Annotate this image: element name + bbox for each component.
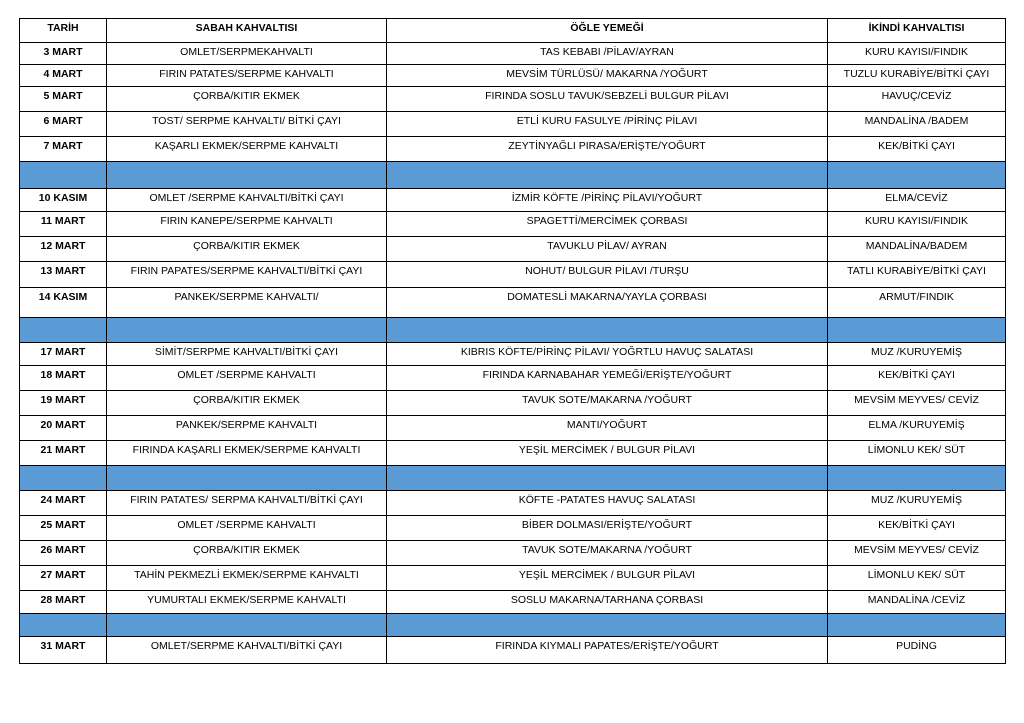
separator-cell [20,162,107,189]
snack-cell: ELMA/CEVİZ [828,189,1006,212]
table-row [20,416,1006,441]
separator-cell [107,466,387,491]
separator-cell [20,614,107,637]
breakfast-cell: FIRIN PAPATES/SERPME KAHVALTI/BİTKİ ÇAYI [107,262,387,288]
date-cell: 20 MART [20,416,107,441]
snack-cell: TATLI KURABİYE/BİTKİ ÇAYI [828,262,1006,288]
lunch-cell: MEVSİM TÜRLÜSÜ/ MAKARNA /YOĞURT [387,65,828,87]
date-cell: 6 MART [20,112,107,137]
breakfast-cell: ÇORBA/KITIR EKMEK [107,237,387,262]
lunch-cell: NOHUT/ BULGUR PİLAVI /TURŞU [387,262,828,288]
menu-body [20,43,1006,664]
lunch-cell: BİBER DOLMASI/ERİŞTE/YOĞURT [387,516,828,541]
table-row [20,65,1006,87]
breakfast-cell: SİMİT/SERPME KAHVALTI/BİTKİ ÇAYI [107,343,387,366]
snack-cell: TUZLU KURABİYE/BİTKİ ÇAYI [828,65,1006,87]
breakfast-cell: FIRIN PATATES/SERPME KAHVALTI [107,65,387,87]
separator-cell [387,318,828,343]
table-row [20,237,1006,262]
date-cell: 7 MART [20,137,107,162]
header-lunch: ÖĞLE YEMEĞİ [387,19,828,43]
separator-cell [828,162,1006,189]
menu-table [19,18,1006,664]
snack-cell: MANDALİNA /BADEM [828,112,1006,137]
lunch-cell: MANTI/YOĞURT [387,416,828,441]
breakfast-cell: OMLET/SERPME KAHVALTI/BİTKİ ÇAYI [107,637,387,664]
header-row [20,19,1006,43]
snack-cell: MANDALİNA/BADEM [828,237,1006,262]
separator-cell [20,318,107,343]
table-row [20,637,1006,664]
date-cell: 18 MART [20,366,107,391]
table-row [20,212,1006,237]
lunch-cell: SOSLU MAKARNA/TARHANA ÇORBASI [387,591,828,614]
snack-cell: ARMUT/FINDIK [828,288,1006,318]
date-cell: 24 MART [20,491,107,516]
snack-cell: KEK/BİTKİ ÇAYI [828,137,1006,162]
lunch-cell: TAVUK SOTE/MAKARNA /YOĞURT [387,391,828,416]
lunch-cell: DOMATESLİ MAKARNA/YAYLA ÇORBASI [387,288,828,318]
breakfast-cell: KAŞARLI EKMEK/SERPME KAHVALTI [107,137,387,162]
separator-cell [107,318,387,343]
snack-cell: KURU KAYISI/FINDIK [828,43,1006,65]
breakfast-cell: ÇORBA/KITIR EKMEK [107,541,387,566]
separator-cell [828,614,1006,637]
separator-cell [387,614,828,637]
snack-cell: MUZ /KURUYEMİŞ [828,343,1006,366]
lunch-cell: KIBRIS KÖFTE/PİRİNÇ PİLAVI/ YOĞRTLU HAVUÇ SALATASI [387,343,828,366]
lunch-cell: ETLİ KURU FASULYE /PİRİNÇ PİLAVI [387,112,828,137]
breakfast-cell: OMLET /SERPME KAHVALTI [107,516,387,541]
breakfast-cell: ÇORBA/KITIR EKMEK [107,87,387,112]
snack-cell: KURU KAYISI/FINDIK [828,212,1006,237]
breakfast-cell: PANKEK/SERPME KAHVALTI [107,416,387,441]
lunch-cell: FIRINDA KIYMALI PAPATES/ERİŞTE/YOĞURT [387,637,828,664]
week-separator-row [20,466,1006,491]
snack-cell: KEK/BİTKİ ÇAYI [828,516,1006,541]
date-cell: 11 MART [20,212,107,237]
separator-cell [828,318,1006,343]
lunch-cell: TAS KEBABI /PİLAV/AYRAN [387,43,828,65]
breakfast-cell: FIRIN KANEPE/SERPME KAHVALTI [107,212,387,237]
breakfast-cell: ÇORBA/KITIR EKMEK [107,391,387,416]
date-cell: 28 MART [20,591,107,614]
snack-cell: PUDİNG [828,637,1006,664]
date-cell: 10 KASIM [20,189,107,212]
breakfast-cell: OMLET/SERPMEKAHVALTI [107,43,387,65]
date-cell: 17 MART [20,343,107,366]
snack-cell: KEK/BİTKİ ÇAYI [828,366,1006,391]
table-row [20,366,1006,391]
date-cell: 12 MART [20,237,107,262]
breakfast-cell: FIRINDA KAŞARLI EKMEK/SERPME KAHVALTI [107,441,387,466]
date-cell: 21 MART [20,441,107,466]
table-row [20,87,1006,112]
table-row [20,591,1006,614]
snack-cell: MUZ /KURUYEMİŞ [828,491,1006,516]
table-row [20,516,1006,541]
table-row [20,391,1006,416]
lunch-cell: TAVUKLU PİLAV/ AYRAN [387,237,828,262]
breakfast-cell: TAHİN PEKMEZLİ EKMEK/SERPME KAHVALTI [107,566,387,591]
breakfast-cell: OMLET /SERPME KAHVALTI [107,366,387,391]
breakfast-cell: PANKEK/SERPME KAHVALTI/ [107,288,387,318]
header-breakfast: SABAH KAHVALTISI [107,19,387,43]
snack-cell: MEVSİM MEYVES/ CEVİZ [828,391,1006,416]
snack-cell: MEVSİM MEYVES/ CEVİZ [828,541,1006,566]
separator-cell [107,614,387,637]
snack-cell: HAVUÇ/CEVİZ [828,87,1006,112]
lunch-cell: KÖFTE -PATATES HAVUÇ SALATASI [387,491,828,516]
lunch-cell: SPAGETTİ/MERCİMEK ÇORBASI [387,212,828,237]
table-row [20,137,1006,162]
snack-cell: LİMONLU KEK/ SÜT [828,441,1006,466]
separator-cell [20,466,107,491]
lunch-cell: TAVUK SOTE/MAKARNA /YOĞURT [387,541,828,566]
week-separator-row [20,318,1006,343]
date-cell: 13 MART [20,262,107,288]
table-row [20,43,1006,65]
separator-cell [387,466,828,491]
lunch-cell: İZMİR KÖFTE /PİRİNÇ PİLAVI/YOĞURT [387,189,828,212]
lunch-cell: FIRINDA SOSLU TAVUK/SEBZELİ BULGUR PİLAVI [387,87,828,112]
breakfast-cell: TOST/ SERPME KAHVALTI/ BİTKİ ÇAYI [107,112,387,137]
table-row [20,491,1006,516]
date-cell: 14 KASIM [20,288,107,318]
snack-cell: ELMA /KURUYEMİŞ [828,416,1006,441]
date-cell: 26 MART [20,541,107,566]
date-cell: 19 MART [20,391,107,416]
date-cell: 4 MART [20,65,107,87]
separator-cell [828,466,1006,491]
table-row [20,288,1006,318]
table-row [20,441,1006,466]
table-row [20,112,1006,137]
table-row [20,541,1006,566]
header-snack: İKİNDİ KAHVALTISI [828,19,1006,43]
separator-cell [107,162,387,189]
date-cell: 3 MART [20,43,107,65]
table-row [20,189,1006,212]
week-separator-row [20,162,1006,189]
date-cell: 31 MART [20,637,107,664]
breakfast-cell: FIRIN PATATES/ SERPMA KAHVALTI/BİTKİ ÇAYI [107,491,387,516]
date-cell: 27 MART [20,566,107,591]
table-row [20,262,1006,288]
header-date: TARİH [20,19,107,43]
breakfast-cell: YUMURTALI EKMEK/SERPME KAHVALTI [107,591,387,614]
date-cell: 5 MART [20,87,107,112]
breakfast-cell: OMLET /SERPME KAHVALTI/BİTKİ ÇAYI [107,189,387,212]
lunch-cell: FIRINDA KARNABAHAR YEMEĞİ/ERİŞTE/YOĞURT [387,366,828,391]
snack-cell: MANDALİNA /CEVİZ [828,591,1006,614]
table-row [20,566,1006,591]
date-cell: 25 MART [20,516,107,541]
table-row [20,343,1006,366]
lunch-cell: YEŞİL MERCİMEK / BULGUR PİLAVI [387,441,828,466]
snack-cell: LİMONLU KEK/ SÜT [828,566,1006,591]
separator-cell [387,162,828,189]
lunch-cell: ZEYTİNYAĞLI PIRASA/ERİŞTE/YOĞURT [387,137,828,162]
lunch-cell: YEŞİL MERCİMEK / BULGUR PİLAVI [387,566,828,591]
week-separator-row [20,614,1006,637]
